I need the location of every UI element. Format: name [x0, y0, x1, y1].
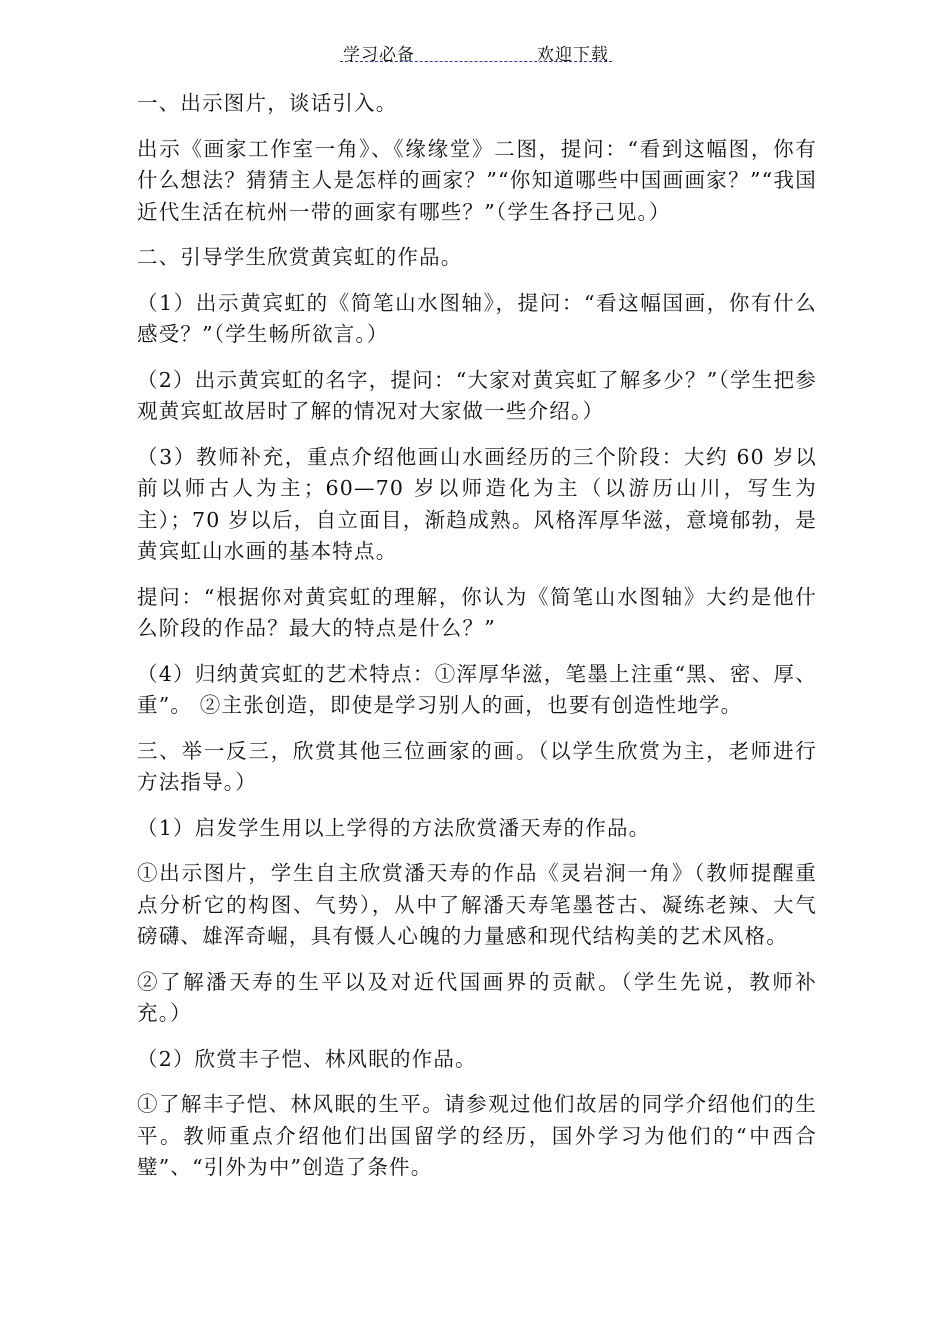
header-underline [340, 61, 612, 62]
paragraph-item-1: （1）出示黄宾虹的《简笔山水图轴》，提问：“看这幅国画，你有什么感受？”（学生畅所欲言。） [137, 290, 817, 346]
paragraph-pan-works: ①出示图片，学生自主欣赏潘天寿的作品《灵岩涧一角》（教师提醒重点分析它的构图、气势），从中了解潘天寿笔墨苍古、凝练老辣、大气磅礴、雄浑奇崛，具有慑人心魄的力量感和现代结构美的艺术风格。 [137, 861, 817, 948]
paragraph-question: 提问：“根据你对黄宾虹的理解，你认为《简笔山水图轴》大约是他什么阶段的作品？最大的特点是什么？” [137, 584, 817, 640]
document-body [137, 88, 817, 1198]
paragraph-feng-lin: ①了解丰子恺、林风眠的生平。请参观过他们故居的同学介绍他们的生平。教师重点介绍他们出国留学的经历，国外学习为他们的“中西合璧”、“引外为中”创造了条件。 [137, 1092, 817, 1179]
section-heading-1: 一、出示图片，谈话引入。 [137, 91, 398, 115]
paragraph-sub-2: （2）欣赏丰子恺、林风眠的作品。 [137, 1046, 477, 1071]
page-header [340, 38, 612, 64]
section-heading-3: 三、举一反三，欣赏其他三位画家的画。（以学生欣赏为主，老师进行方法指导。） [137, 738, 817, 794]
paragraph-item-2: （2）出示黄宾虹的名字，提问：“大家对黄宾虹了解多少？”（学生把参观黄宾虹故居时了解的情况对大家做一些介绍。） [137, 367, 817, 423]
paragraph-item-4: （4）归纳黄宾虹的艺术特点：①浑厚华滋，笔墨上注重“黑、密、厚、重”。 ②主张创造，即使是学习别人的画，也要有创造性地学。 [137, 661, 817, 717]
section-heading-2: 二、引导学生欣赏黄宾虹的作品。 [137, 245, 463, 269]
paragraph-intro-questions: 出示《画家工作室一角》、《缘缘堂》二图，提问：“看到这幅图，你有什么想法？猜猜主人是怎样的画家？”“你知道哪些中国画画家？”“我国近代生活在杭州一带的画家有哪些？”（学生各抒己见。） [137, 136, 817, 224]
paragraph-pan-life: ②了解潘天寿的生平以及对近代国画界的贡献。（学生先说，教师补充。） [137, 969, 817, 1025]
paragraph-item-3: （3）教师补充，重点介绍他画山水画经历的三个阶段：大约 60 岁以前以师古人为主；60—70 岁以师造化为主（以游历山川，写生为主）；70 岁以后，自立面目，渐趋成熟。风格浑厚华滋，意境郁勃，是黄宾虹山水画的基本特点。 [137, 444, 817, 563]
paragraph-sub-1: （1）启发学生用以上学得的方法欣赏潘天寿的作品。 [137, 815, 651, 840]
header-left-text: 学习必备 [343, 45, 415, 65]
header-right-text: 欢迎下载 [537, 45, 609, 65]
